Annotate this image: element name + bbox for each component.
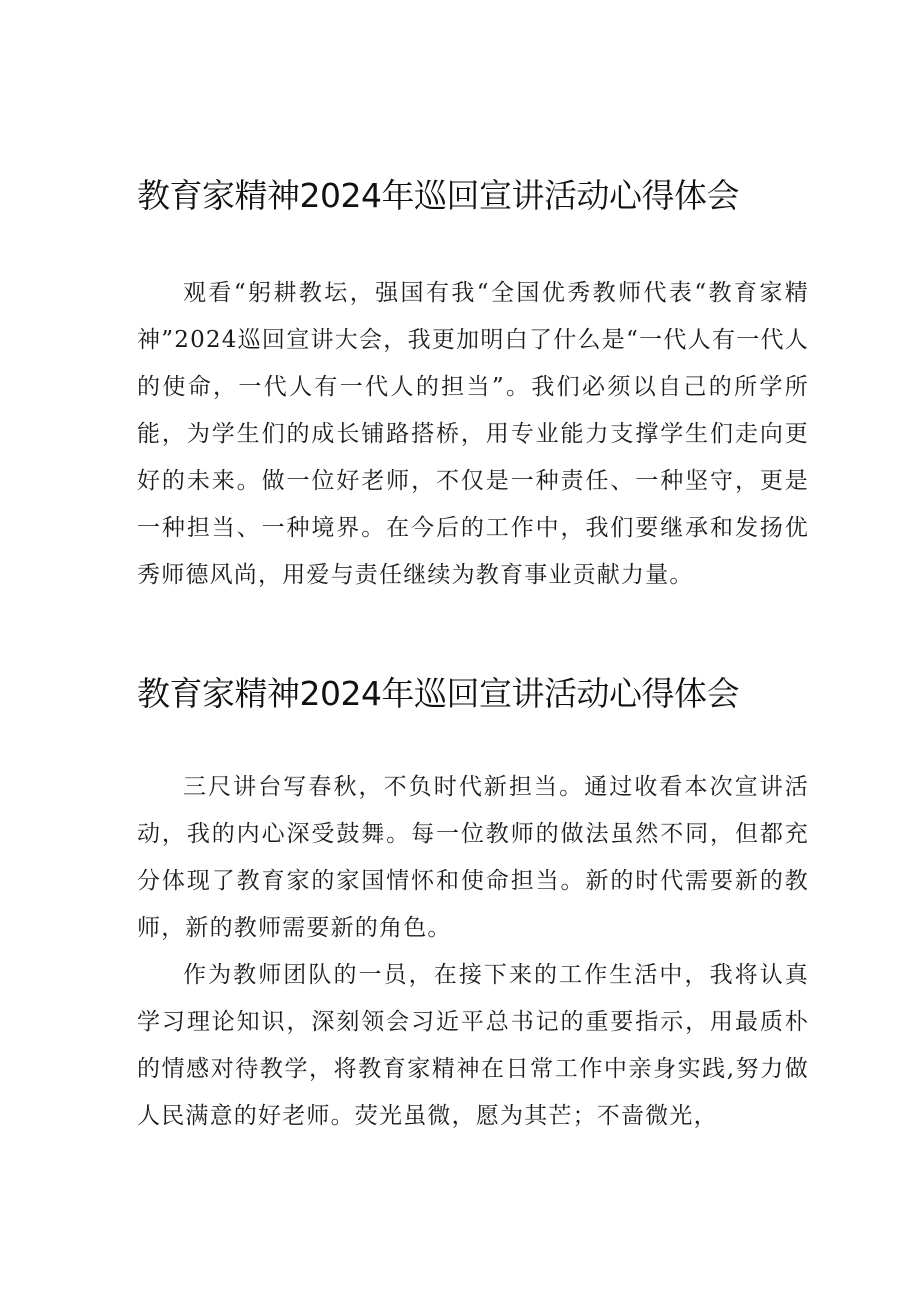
paragraph: 观看“躬耕教坛，强国有我“全国优秀教师代表“教育家精神”2024巡回宣讲大会，我更加明白了什么是“一代人有一代人的使命，一代人有一代人的担当”。我们必须以自己的所学所能，为学生们的成长铺路搭桥，用专业能力支撑学生们走向更好的未来。做一位好老师，不仅是一种责任、一种坚守，更是一种担当、一种境界。在今后的工作中，我们要继承和发扬优秀师德风尚，用爱与责任继续为教育事业贡献力量。: [137, 280, 809, 588]
paragraph: 作为教师团队的一员，在接下来的工作生活中，我将认真学习理论知识，深刻领会习近平总书记的重要指示，用最质朴的情感对待教学，将教育家精神在日常工作中亲身实践,努力做人民满意的好老师。荧光虽微，愿为其芒；不啬微光，: [137, 962, 809, 1129]
section-body: [137, 270, 809, 599]
paragraph: 三尺讲台写春秋，不负时代新担当。通过收看本次宣讲活动，我的内心深受鼓舞。每一位教师的做法虽然不同，但都充分体现了教育家的家国情怀和使命担当。新的时代需要新的教师，新的教师需要新的角色。: [137, 774, 809, 941]
section-title: 教育家精神2024年巡回宣讲活动心得体会: [137, 674, 739, 713]
section-body: [137, 764, 809, 1140]
section-title: 教育家精神2024年巡回宣讲活动心得体会: [137, 176, 739, 215]
